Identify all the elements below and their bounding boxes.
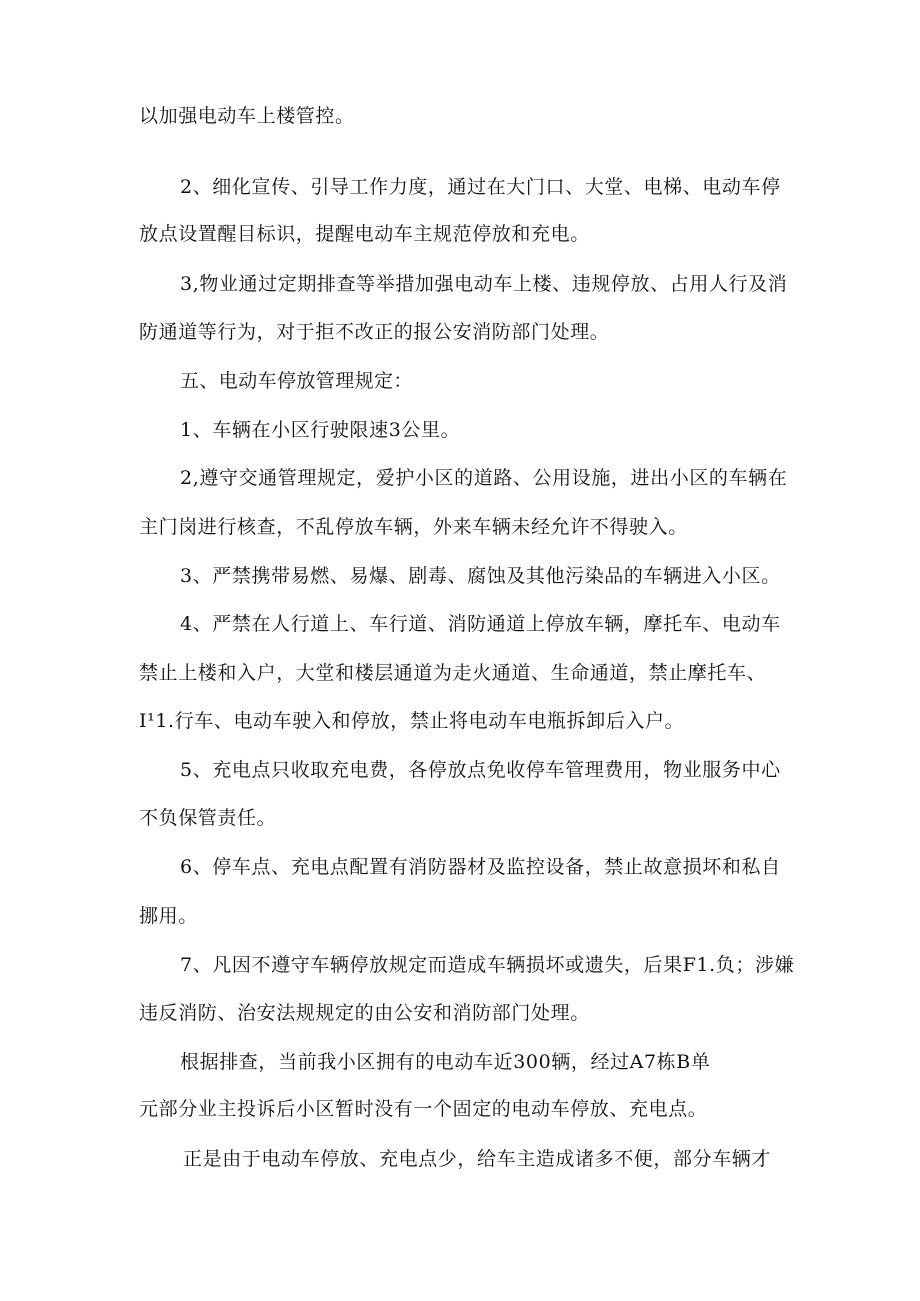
text-line-16: 6、停车点、充电点配置有消防器材及监控设备，禁止故意损坏和私自 — [180, 856, 781, 878]
text-line-8: 2,遵守交通管理规定，爱护小区的道路、公用设施，进出小区的车辆在 — [180, 467, 788, 489]
text-line-12: 禁止上楼和入户，大堂和楼层通道为走火通道、生命通道，禁止摩托车、 — [139, 662, 767, 684]
text-line-14: 5、充电点只收取充电费，各停放点免收停车管理费用，物业服务中心 — [180, 759, 781, 781]
text-line-9: 主门岗进行核查，不乱停放车辆，外来车辆未经允许不得驶入。 — [139, 516, 688, 538]
text-line-7: 1、车辆在小区行驶限速3公里。 — [180, 419, 461, 441]
text-line-21: 元部分业主投诉后小区暂时没有一个固定的电动车停放、充电点。 — [139, 1098, 708, 1120]
text-line-10: 3、严禁携带易燃、易爆、剧毒、腐蚀及其他污染品的车辆进入小区。 — [180, 565, 781, 587]
text-line-13: I¹1.行车、电动车驶入和停放，禁止将电动车电瓶拆卸后入户。 — [139, 710, 685, 732]
text-line-1: 以加强电动车上楼管控。 — [139, 105, 355, 127]
text-line-2: 2、细化宣传、引导工作力度，通过在大门口、大堂、电梯、电动车停 — [180, 176, 781, 198]
text-line-5: 防通道等行为，对于拒不改正的报公安消防部门处理。 — [139, 321, 610, 343]
text-line-20: 根据排查，当前我小区拥有的电动车近300辆，经过A7栋B单 — [180, 1051, 711, 1073]
text-line-3: 放点设置醒目标识，提醒电动车主规范停放和充电。 — [139, 223, 590, 245]
text-line-17: 挪用。 — [139, 905, 198, 927]
text-line-19: 违反消防、治安法规规定的由公安和消防部门处理。 — [139, 1002, 590, 1024]
text-line-15: 不负保管责任。 — [139, 807, 277, 829]
text-line-18: 7、凡因不遵守车辆停放规定而造成车辆损坏或遗失，后果F1.负；涉嫌 — [180, 954, 795, 976]
text-line-22: 正是由于电动车停放、充电点少，给车主造成诸多不便，部分车辆才 — [183, 1148, 772, 1170]
section-heading: 五、电动车停放管理规定： — [180, 370, 413, 392]
text-line-11: 4、严禁在人行道上、车行道、消防通道上停放车辆，摩托车、电动车 — [180, 613, 781, 635]
text-line-4: 3,物业通过定期排查等举措加强电动车上楼、违规停放、占用人行及消 — [180, 273, 788, 295]
